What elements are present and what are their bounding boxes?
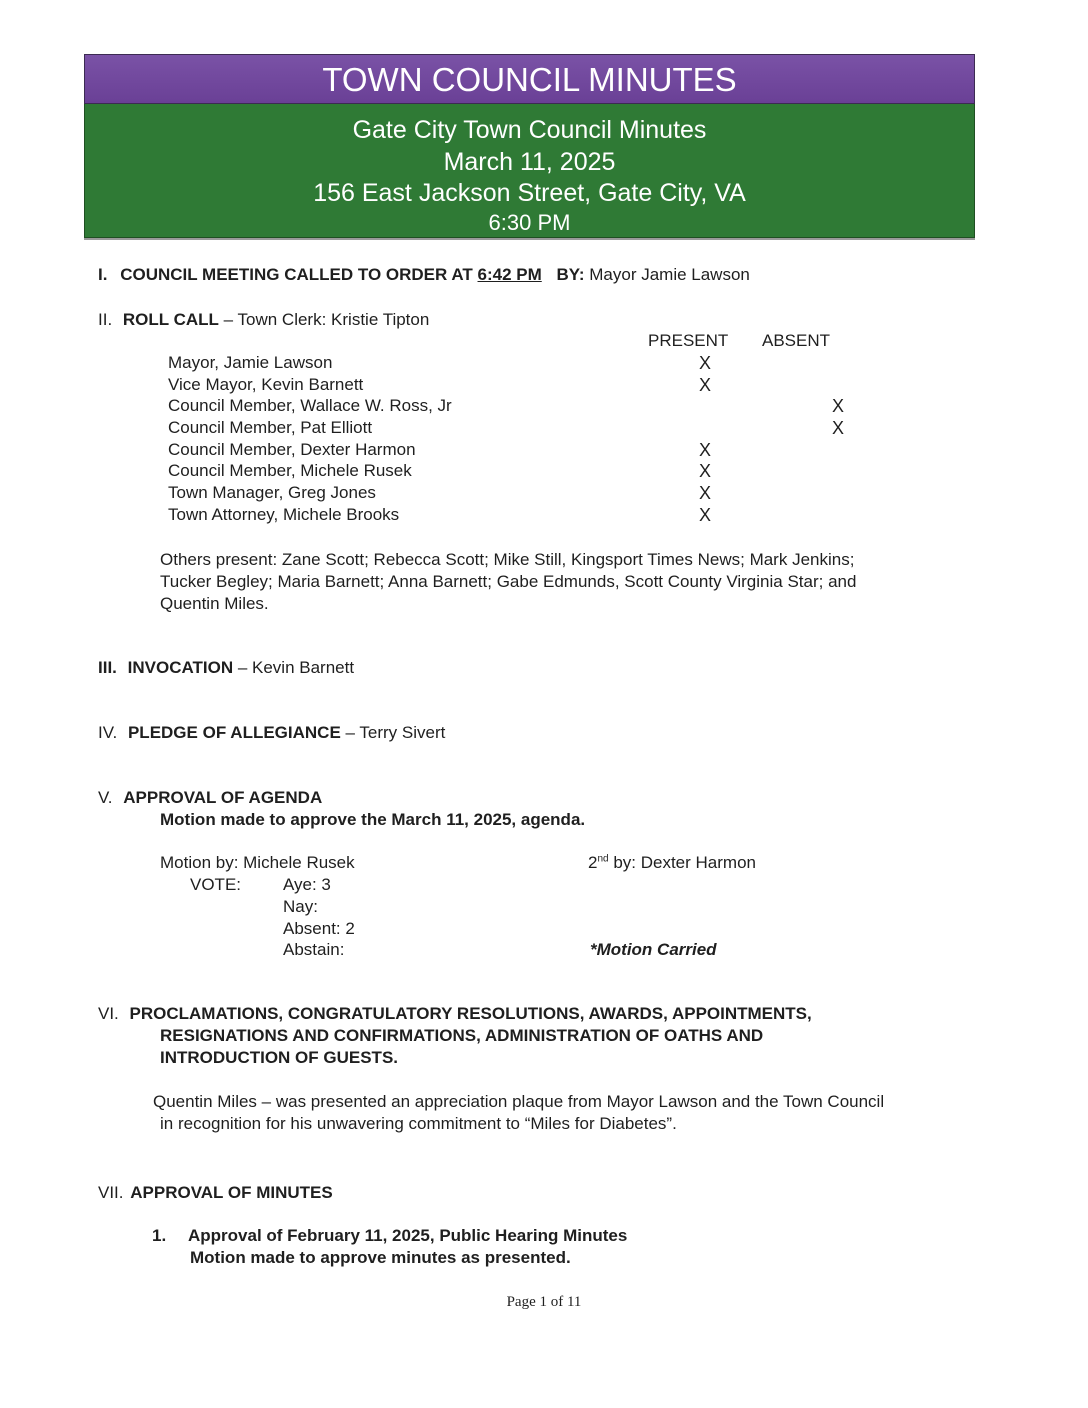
section-pledge — [98, 723, 445, 743]
member-name: Council Member, Michele Rusek — [168, 461, 412, 480]
present-mark: X — [698, 483, 711, 503]
section-heading: APPROVAL OF AGENDA — [123, 788, 323, 807]
present-mark: X — [698, 353, 711, 373]
others-present-line: Tucker Begley; Maria Barnett; Anna Barnett; Gabe Edmunds, Scott County Virginia Star; and — [160, 572, 857, 591]
section-approval-minutes — [98, 1183, 333, 1203]
section-heading: ROLL CALL — [122, 310, 219, 329]
section-invocation — [98, 658, 354, 678]
member-name: Council Member, Dexter Harmon — [168, 440, 416, 459]
item-motion: Motion made to approve minutes as presented. — [190, 1248, 571, 1267]
vote-aye: Aye: 3 — [283, 875, 331, 894]
section-number: III. — [98, 658, 117, 677]
section-roll-call — [98, 310, 429, 330]
vote-abstain: Abstain: — [283, 940, 345, 959]
section-heading: APPROVAL OF MINUTES — [130, 1183, 333, 1202]
present-mark: X — [698, 375, 711, 395]
absent-column-header: ABSENT — [762, 331, 831, 350]
second-superscript: nd — [597, 853, 609, 865]
page-number: Page 1 of 11 — [506, 1294, 582, 1310]
header-divider — [84, 238, 975, 240]
second-by-name: by: Dexter Harmon — [608, 853, 756, 872]
section-call-to-order — [98, 265, 750, 285]
present-mark: X — [698, 505, 711, 525]
called-by: Mayor Jamie Lawson — [589, 265, 750, 284]
others-present-line: Quentin Miles. — [160, 594, 269, 613]
agenda-motion: Motion made to approve the March 11, 2025, agenda. — [160, 810, 586, 829]
item-number: 1. — [152, 1226, 167, 1245]
member-name: Town Attorney, Michele Brooks — [168, 505, 400, 524]
section-heading: INVOCATION — [127, 658, 234, 677]
section-number: V. — [98, 788, 113, 807]
member-name: Mayor, Jamie Lawson — [168, 353, 333, 372]
section-proclamations — [98, 1004, 812, 1024]
proclamation-text: Quentin Miles – was presented an appreciation plaque from Mayor Lawson and the Town Council — [153, 1092, 885, 1111]
by-label: BY: — [556, 265, 585, 284]
meeting-date: March 11, 2025 — [443, 148, 616, 176]
section-heading-continued: RESIGNATIONS AND CONFIRMATIONS, ADMINISTRATION OF OATHS AND — [160, 1026, 764, 1045]
member-name: Town Manager, Greg Jones — [168, 483, 376, 502]
banner-title: TOWN COUNCIL MINUTES — [322, 61, 737, 98]
section-number: IV. — [98, 723, 118, 742]
member-name: Council Member, Wallace W. Ross, Jr — [168, 396, 452, 415]
second-by — [588, 853, 756, 873]
absent-mark: X — [831, 396, 844, 416]
section-heading: COUNCIL MEETING CALLED TO ORDER AT — [120, 265, 473, 284]
title-banner — [84, 54, 975, 104]
present-mark: X — [698, 440, 711, 460]
motion-by: Motion by: Michele Rusek — [160, 853, 355, 872]
member-name: Council Member, Pat Elliott — [168, 418, 373, 437]
motion-result: *Motion Carried — [590, 940, 717, 959]
section-approval-agenda — [98, 788, 322, 808]
section-heading: PLEDGE OF ALLEGIANCE — [127, 723, 341, 742]
present-mark: X — [698, 461, 711, 481]
town-clerk: – Town Clerk: Kristie Tipton — [218, 310, 430, 329]
meeting-name: Gate City Town Council Minutes — [352, 116, 707, 144]
second-number: 2 — [588, 853, 598, 872]
call-time: 6:42 PM — [477, 265, 542, 284]
present-column-header: PRESENT — [648, 331, 729, 350]
absent-mark: X — [831, 418, 844, 438]
vote-absent: Absent: 2 — [283, 919, 355, 938]
meeting-address: 156 East Jackson Street, Gate City, VA — [313, 179, 746, 207]
proclamation-text: in recognition for his unwavering commitment to “Miles for Diabetes”. — [160, 1114, 677, 1133]
section-number: VII. — [98, 1183, 124, 1202]
vote-label: VOTE: — [190, 875, 242, 894]
section-heading: PROCLAMATIONS, CONGRATULATORY RESOLUTIONS, AWARDS, APPOINTMENTS, — [129, 1004, 812, 1023]
section-heading-continued: INTRODUCTION OF GUESTS. — [160, 1048, 398, 1067]
others-present-line: Others present: Zane Scott; Rebecca Scott; Mike Still, Kingsport Times News; Mark Jenkins; — [160, 550, 855, 569]
item-title: Approval of February 11, 2025, Public Hearing Minutes — [188, 1226, 628, 1245]
member-name: Vice Mayor, Kevin Barnett — [168, 375, 364, 394]
invocation-by: – Kevin Barnett — [233, 658, 355, 677]
meeting-time: 6:30 PM — [488, 210, 571, 235]
section-number: I. — [98, 265, 108, 284]
meeting-info-banner — [84, 104, 975, 238]
section-number: VI. — [98, 1004, 119, 1023]
section-number: II. — [98, 310, 113, 329]
vote-nay: Nay: — [283, 897, 318, 916]
pledge-by: – Terry Sivert — [340, 723, 446, 742]
